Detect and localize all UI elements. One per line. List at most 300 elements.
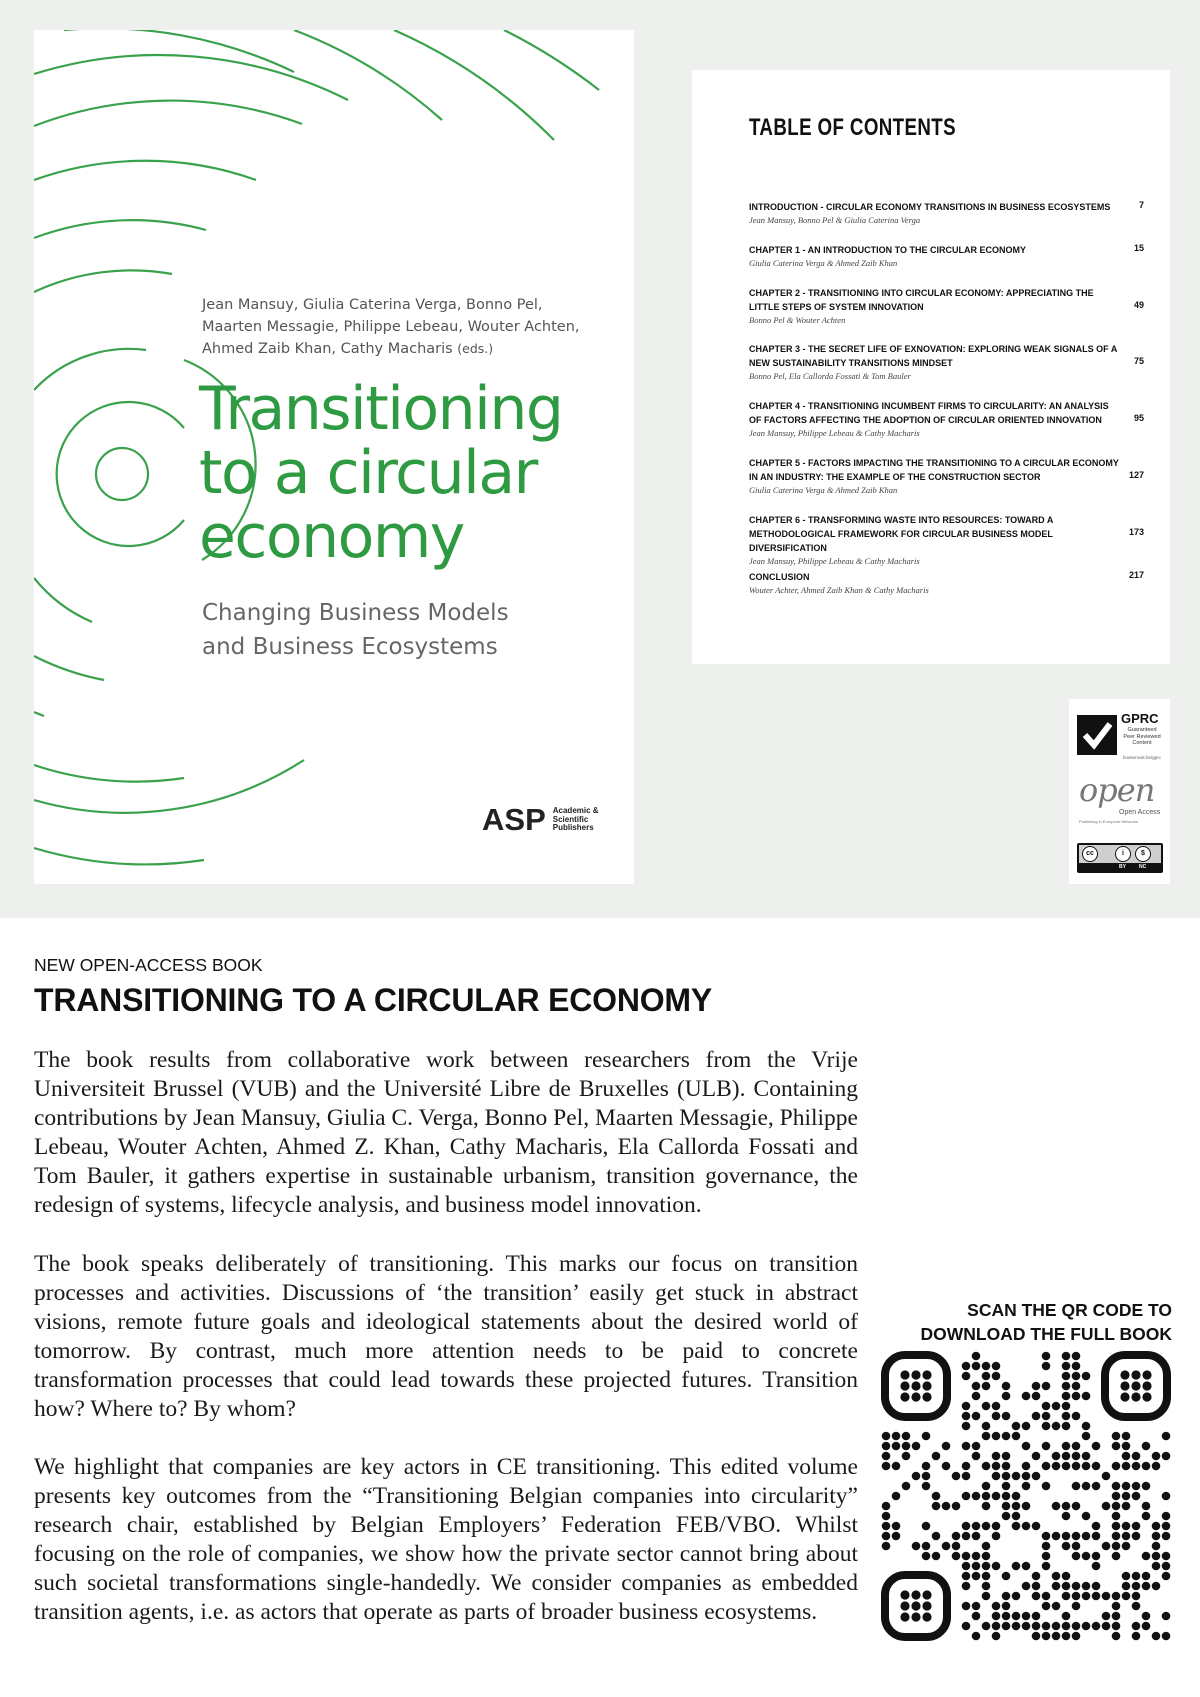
qr-finder-dot	[911, 1601, 920, 1610]
qr-dot	[1132, 1622, 1141, 1631]
toc-entry-page: 173	[1128, 527, 1144, 537]
qr-dot	[1042, 1632, 1051, 1641]
qr-dot	[1002, 1452, 1011, 1461]
qr-dot	[1032, 1472, 1041, 1481]
badges-panel	[1069, 699, 1170, 884]
qr-dot	[972, 1572, 981, 1581]
toc-entry-title: CHAPTER 6 - TRANSFORMING WASTE INTO RESOURCES: TOWARD A METHODOLOGICAL FRAMEWORK FOR CIRCULAR BUSINESS MODEL DIVERSIFICATION	[749, 515, 1054, 553]
qr-dot	[1112, 1502, 1121, 1511]
qr-dot	[1022, 1502, 1031, 1511]
qr-dot	[1002, 1592, 1011, 1601]
qr-dot	[1082, 1392, 1091, 1401]
qr-dot	[1142, 1622, 1151, 1631]
qr-dot	[1042, 1532, 1051, 1541]
qr-finder-dot	[922, 1381, 931, 1390]
qr-finder-dot	[900, 1392, 909, 1401]
qr-dot	[932, 1492, 941, 1501]
qr-dot	[1072, 1502, 1081, 1511]
toc-entry-authors: Jean Mansuy, Philippe Lebeau & Cathy Macharis	[749, 428, 920, 438]
qr-dot	[1132, 1632, 1141, 1641]
qr-dot	[1022, 1462, 1031, 1471]
qr-dot	[1002, 1622, 1011, 1631]
open-access-logo	[1075, 769, 1165, 825]
qr-dot	[1072, 1452, 1081, 1461]
qr-dot	[972, 1532, 981, 1541]
qr-dot	[1022, 1612, 1031, 1621]
qr-dot	[1122, 1482, 1131, 1491]
qr-dot	[992, 1532, 1001, 1541]
qr-dot	[1012, 1492, 1021, 1501]
qr-dot	[1072, 1582, 1081, 1591]
qr-dot	[1002, 1502, 1011, 1511]
qr-dot	[1032, 1622, 1041, 1631]
qr-dot	[932, 1532, 941, 1541]
qr-dot	[1022, 1622, 1031, 1631]
qr-dot	[982, 1542, 991, 1551]
qr-dot	[1102, 1622, 1111, 1631]
qr-dot	[1102, 1542, 1111, 1551]
qr-dot	[972, 1382, 981, 1391]
qr-dot	[1072, 1542, 1081, 1551]
qr-dot	[1012, 1422, 1021, 1431]
qr-dot	[992, 1472, 1001, 1481]
qr-dot	[1112, 1592, 1121, 1601]
toc-entry	[749, 342, 1144, 383]
qr-dot	[1152, 1552, 1161, 1561]
qr-dot	[962, 1402, 971, 1411]
qr-dot	[1062, 1382, 1071, 1391]
qr-dot	[1122, 1582, 1131, 1591]
qr-dot	[1042, 1462, 1051, 1471]
qr-dot	[1092, 1522, 1101, 1531]
qr-dot	[962, 1602, 971, 1611]
qr-dot	[1022, 1392, 1031, 1401]
qr-dot	[1082, 1512, 1091, 1521]
qr-dot	[932, 1552, 941, 1561]
qr-dot	[982, 1422, 991, 1431]
qr-dot	[932, 1502, 941, 1511]
qr-dot	[1002, 1482, 1011, 1491]
qr-dot	[1072, 1382, 1081, 1391]
qr-dot	[1122, 1432, 1131, 1441]
toc-entry	[749, 456, 1144, 497]
qr-dot	[972, 1562, 981, 1571]
qr-dot	[1072, 1552, 1081, 1561]
qr-dot	[1142, 1512, 1151, 1521]
qr-dot	[1012, 1592, 1021, 1601]
qr-dot	[922, 1542, 931, 1551]
qr-dot	[1142, 1482, 1151, 1491]
qr-dot	[1132, 1452, 1141, 1461]
toc-entry-authors: Bonno Pel, Ela Callorda Fossati & Tom Bauler	[749, 371, 911, 381]
qr-dot	[962, 1572, 971, 1581]
qr-dot	[1082, 1482, 1091, 1491]
qr-dot	[1102, 1592, 1111, 1601]
qr-dot	[1152, 1522, 1161, 1531]
qr-dot	[992, 1432, 1001, 1441]
qr-dot	[1082, 1372, 1091, 1381]
qr-dot	[982, 1502, 991, 1511]
toc-entry-authors: Jean Mansuy, Philippe Lebeau & Cathy Macharis	[749, 556, 920, 566]
qr-dot	[1162, 1562, 1171, 1571]
qr-dot	[1032, 1592, 1041, 1601]
qr-dot	[1092, 1442, 1101, 1451]
qr-dot	[922, 1462, 931, 1471]
qr-dot	[1132, 1492, 1141, 1501]
qr-dot	[882, 1502, 891, 1511]
qr-dot	[1142, 1572, 1151, 1581]
noncommercial-icon: $	[1135, 846, 1151, 862]
qr-dot	[1132, 1532, 1141, 1541]
gprc-url: boekenvak.be/gprc	[1123, 755, 1162, 760]
qr-dot	[982, 1492, 991, 1501]
qr-dot	[1122, 1592, 1131, 1601]
qr-dot	[1062, 1452, 1071, 1461]
toc-entry	[749, 513, 1144, 568]
qr-caption	[880, 1298, 1172, 1346]
qr-dot	[1062, 1502, 1071, 1511]
cc-label-nc: NC	[1139, 864, 1147, 870]
qr-dot	[982, 1582, 991, 1591]
qr-dot	[1112, 1432, 1121, 1441]
qr-dot	[1032, 1412, 1041, 1421]
qr-finder-dot	[1142, 1381, 1151, 1390]
qr-dot	[1092, 1482, 1101, 1491]
qr-dot	[882, 1462, 891, 1471]
qr-dot	[1142, 1462, 1151, 1471]
qr-dot	[1032, 1612, 1041, 1621]
qr-dot	[1132, 1592, 1141, 1601]
gprc-name: GPRC	[1121, 711, 1159, 726]
qr-dot	[882, 1542, 891, 1551]
qr-dot	[1102, 1472, 1111, 1481]
cover-authors	[202, 294, 602, 360]
qr-dot	[962, 1462, 971, 1471]
qr-dot	[1072, 1602, 1081, 1611]
qr-dot	[1052, 1572, 1061, 1581]
qr-dot	[912, 1472, 921, 1481]
qr-finder-dot	[1120, 1381, 1129, 1390]
qr-dot	[972, 1442, 981, 1451]
qr-dot	[1022, 1472, 1031, 1481]
qr-dot	[1002, 1512, 1011, 1521]
qr-dot	[982, 1432, 991, 1441]
qr-dot	[1042, 1402, 1051, 1411]
toc-entry-authors: Bonno Pel & Wouter Achten	[749, 315, 846, 325]
toc-entry-page: 15	[1133, 243, 1144, 253]
qr-finder-dot	[1142, 1370, 1151, 1379]
qr-dot	[882, 1452, 891, 1461]
qr-dot	[942, 1442, 951, 1451]
qr-dot	[1112, 1482, 1121, 1491]
cover-authors-eds: (eds.)	[457, 341, 494, 356]
qr-dot	[1002, 1392, 1011, 1401]
qr-dot	[992, 1372, 1001, 1381]
toc-entry-title: CONCLUSION	[749, 572, 810, 582]
qr-dot	[892, 1442, 901, 1451]
qr-dot	[1162, 1432, 1171, 1441]
qr-dot	[962, 1412, 971, 1421]
qr-dot	[1072, 1352, 1081, 1361]
qr-dot	[1122, 1532, 1131, 1541]
qr-dot	[972, 1352, 981, 1361]
creative-commons-badge	[1077, 843, 1163, 873]
qr-finder-dot	[900, 1381, 909, 1390]
qr-dot	[1112, 1512, 1121, 1521]
qr-dot	[922, 1552, 931, 1561]
qr-finder-dot	[900, 1590, 909, 1599]
qr-dot	[972, 1412, 981, 1421]
qr-dot	[1112, 1532, 1121, 1541]
gprc-badge	[1077, 707, 1165, 763]
qr-dot	[1112, 1492, 1121, 1501]
qr-dot	[1042, 1422, 1051, 1431]
qr-finder-dot	[911, 1392, 920, 1401]
qr-dot	[1142, 1552, 1151, 1561]
qr-dot	[1042, 1602, 1051, 1611]
qr-dot	[922, 1472, 931, 1481]
qr-dot	[1112, 1442, 1121, 1451]
qr-dot	[1042, 1442, 1051, 1451]
qr-dot	[892, 1522, 901, 1531]
qr-dot	[992, 1462, 1001, 1471]
qr-dot	[992, 1612, 1001, 1621]
qr-dot	[1042, 1382, 1051, 1391]
qr-dot	[962, 1522, 971, 1531]
qr-dot	[1082, 1592, 1091, 1601]
qr-dot	[1052, 1402, 1061, 1411]
qr-dot	[1072, 1532, 1081, 1541]
qr-dot	[1042, 1622, 1051, 1631]
qr-dot	[1062, 1352, 1071, 1361]
cover-title	[199, 374, 619, 572]
qr-dot	[1032, 1392, 1041, 1401]
qr-dot	[1122, 1462, 1131, 1471]
qr-dot	[1052, 1502, 1061, 1511]
qr-dot	[1072, 1622, 1081, 1631]
qr-dot	[1012, 1622, 1021, 1631]
qr-dot	[992, 1562, 1001, 1571]
cc-label-by: BY	[1119, 864, 1126, 870]
qr-dot	[892, 1432, 901, 1441]
open-access-label: Open Access	[1119, 809, 1161, 816]
qr-dot	[1032, 1452, 1041, 1461]
qr-dot	[1022, 1442, 1031, 1451]
qr-dot	[922, 1432, 931, 1441]
toc-entry-page: 95	[1133, 413, 1144, 423]
qr-dot	[982, 1482, 991, 1491]
qr-dot	[892, 1492, 901, 1501]
toc-entry-title: CHAPTER 5 - FACTORS IMPACTING THE TRANSITIONING TO A CIRCULAR ECONOMY IN AN INDUSTRY: THE EXAMPLE OF THE CONSTRUCTION SECTOR	[749, 458, 1119, 482]
qr-dot	[1062, 1622, 1071, 1631]
qr-dot	[1142, 1442, 1151, 1451]
qr-dot	[962, 1372, 971, 1381]
qr-dot	[1042, 1362, 1051, 1371]
qr-dot	[922, 1522, 931, 1531]
qr-dot	[962, 1582, 971, 1591]
qr-dot	[962, 1492, 971, 1501]
qr-dot	[882, 1512, 891, 1521]
qr-dot	[1042, 1552, 1051, 1561]
qr-dot	[1082, 1422, 1091, 1431]
checkmark-icon	[1077, 715, 1117, 755]
qr-dot	[1152, 1582, 1161, 1591]
toc-entry-title: INTRODUCTION - CIRCULAR ECONOMY TRANSITIONS IN BUSINESS ECOSYSTEMS	[749, 202, 1111, 212]
qr-finder-dot	[900, 1370, 909, 1379]
qr-dot	[1132, 1522, 1141, 1531]
qr-dot	[882, 1442, 891, 1451]
toc-entry-title: CHAPTER 2 - TRANSITIONING INTO CIRCULAR ECONOMY: APPRECIATING THE LITTLE STEPS OF SYSTEM INNOVATION	[749, 288, 1094, 312]
qr-dot	[1152, 1462, 1161, 1471]
qr-dot	[1002, 1612, 1011, 1621]
qr-dot	[1022, 1422, 1031, 1431]
qr-dot	[962, 1622, 971, 1631]
qr-dot	[972, 1552, 981, 1561]
qr-dot	[1042, 1542, 1051, 1551]
qr-dot	[982, 1382, 991, 1391]
toc-entry-page: 127	[1128, 470, 1144, 480]
qr-dot	[882, 1432, 891, 1441]
book-cover	[34, 30, 634, 884]
qr-dot	[972, 1392, 981, 1401]
toc-entry-page: 217	[1128, 570, 1144, 580]
qr-dot	[1072, 1392, 1081, 1401]
qr-dot	[1142, 1502, 1151, 1511]
qr-dot	[892, 1532, 901, 1541]
qr-dot	[1062, 1512, 1071, 1521]
qr-dot	[1062, 1612, 1071, 1621]
qr-dot	[1072, 1362, 1081, 1371]
qr-dot	[962, 1552, 971, 1561]
qr-dot	[1162, 1612, 1171, 1621]
qr-dot	[1092, 1462, 1101, 1471]
qr-finder-dot	[911, 1590, 920, 1599]
qr-code[interactable]	[880, 1350, 1172, 1647]
qr-dot	[1122, 1452, 1131, 1461]
cover-authors-line: Jean Mansuy, Giulia Caterina Verga, Bonno Pel,	[202, 297, 543, 313]
qr-dot	[1132, 1602, 1141, 1611]
qr-dot	[1072, 1412, 1081, 1421]
qr-dot	[972, 1602, 981, 1611]
toc-entry	[749, 243, 1144, 270]
qr-dot	[1052, 1532, 1061, 1541]
qr-finder-dot	[911, 1612, 920, 1621]
cover-title-line: Transitioning	[199, 374, 563, 444]
qr-dot	[1152, 1562, 1161, 1571]
article-paragraph: The book results from collaborative work between researchers from the Vrije Universiteit Brussel (VUB) and the Université Libre de Bruxelles (ULB). Containing contributions by Jean Mansuy, Giulia C. Verga, Bonno Pel, Maarten Messagie, Philippe Lebeau, Wouter Achten, Ahmed Z. Khan, Cathy Macharis, Ela Callorda Fossati and Tom Bauler, it gathers expertise in sustainable urbanism, transition governance, the redesign of systems, lifecycle analysis, and business model innovation.	[34, 1047, 858, 1218]
qr-dot	[1052, 1632, 1061, 1641]
qr-dot	[1052, 1462, 1061, 1471]
qr-dot	[1132, 1572, 1141, 1581]
qr-dot	[902, 1452, 911, 1461]
qr-finder-dot	[1142, 1392, 1151, 1401]
toc-entry-authors: Giulia Caterina Verga & Ahmed Zaib Khan	[749, 258, 898, 268]
qr-dot	[992, 1362, 1001, 1371]
cover-authors-line: Maarten Messagie, Philippe Lebeau, Wouter Achten,	[202, 319, 580, 335]
qr-dot	[1062, 1442, 1071, 1451]
article-headline: TRANSITIONING TO A CIRCULAR ECONOMY	[34, 982, 713, 1018]
qr-dot	[1162, 1452, 1171, 1461]
qr-dot	[972, 1522, 981, 1531]
qr-dot	[982, 1522, 991, 1531]
qr-dot	[1162, 1632, 1171, 1641]
publisher-mark: ASP	[482, 802, 546, 837]
toc-entry	[749, 200, 1144, 227]
toc-entry-page: 49	[1133, 300, 1144, 310]
qr-dot	[1152, 1532, 1161, 1541]
qr-dot	[1112, 1632, 1121, 1641]
qr-dot	[882, 1532, 891, 1541]
qr-dot	[952, 1552, 961, 1561]
cover-title-line: economy	[199, 502, 464, 572]
qr-dot	[1022, 1482, 1031, 1491]
qr-dot	[992, 1622, 1001, 1631]
qr-dot	[982, 1622, 991, 1631]
qr-dot	[1062, 1462, 1071, 1471]
qr-dot	[1072, 1442, 1081, 1451]
qr-dot	[1062, 1392, 1071, 1401]
cc-icon: cc	[1082, 846, 1098, 862]
qr-dot	[1122, 1522, 1131, 1531]
qr-dot	[982, 1592, 991, 1601]
qr-dot	[982, 1562, 991, 1571]
qr-dot	[1122, 1572, 1131, 1581]
cover-subtitle-line: and Business Ecosystems	[202, 634, 498, 660]
qr-dot	[1092, 1592, 1101, 1601]
qr-dot	[1072, 1592, 1081, 1601]
publisher-logo	[482, 802, 599, 838]
article-paragraph: The book speaks deliberately of transitioning. This marks our focus on transition processes and activities. Discussions of ‘the transition’ easily get stuck in abstract visions, remote future goals and ideological statements about the desired world of tomorrow. By contrast, much more attention needs to be paid to concrete transformation processes that could lead towards these projected futures. Transition how? Where to? By whom?	[34, 1251, 858, 1422]
qr-dot	[1002, 1412, 1011, 1421]
toc-entry-authors: Jean Mansuy, Bonno Pel & Giulia Caterina Verga	[749, 215, 921, 225]
qr-dot	[1112, 1622, 1121, 1631]
qr-finder-dot	[900, 1612, 909, 1621]
qr-dot	[1102, 1502, 1111, 1511]
qr-dot	[1072, 1372, 1081, 1381]
qr-finder-dot	[922, 1370, 931, 1379]
qr-dot	[912, 1442, 921, 1451]
qr-dot	[972, 1362, 981, 1371]
qr-dot	[1032, 1632, 1041, 1641]
qr-finder-dot	[911, 1370, 920, 1379]
qr-dot	[992, 1402, 1001, 1411]
qr-dot	[1002, 1602, 1011, 1611]
qr-finder-dot	[922, 1601, 931, 1610]
qr-dot	[1122, 1502, 1131, 1511]
qr-dot	[942, 1542, 951, 1551]
qr-dot	[932, 1452, 941, 1461]
qr-dot	[1042, 1562, 1051, 1571]
qr-dot	[1082, 1532, 1091, 1541]
qr-dot	[1112, 1552, 1121, 1561]
qr-caption-line: DOWNLOAD THE FULL BOOK	[920, 1324, 1172, 1344]
qr-dot	[1022, 1582, 1031, 1591]
qr-dot	[952, 1542, 961, 1551]
qr-dot	[882, 1522, 891, 1531]
qr-dot	[1062, 1632, 1071, 1641]
cover-subtitle	[202, 596, 602, 664]
qr-dot	[1052, 1422, 1061, 1431]
toc-entry-authors: Wouter Achter, Ahmed Zaib Khan & Cathy Macharis	[749, 585, 929, 595]
qr-dot	[1072, 1462, 1081, 1471]
qr-dot	[1152, 1452, 1161, 1461]
qr-code-icon[interactable]	[880, 1350, 1172, 1642]
toc-entry-title: CHAPTER 4 - TRANSITIONING INCUMBENT FIRMS TO CIRCULARITY: AN ANALYSIS OF FACTORS AFFECTING THE ADOPTION OF CIRCULAR ORIENTED INNOVATION	[749, 401, 1109, 425]
qr-dot	[1002, 1572, 1011, 1581]
toc-entry-page: 75	[1133, 356, 1144, 366]
qr-dot	[952, 1472, 961, 1481]
qr-finder-dot	[922, 1590, 931, 1599]
